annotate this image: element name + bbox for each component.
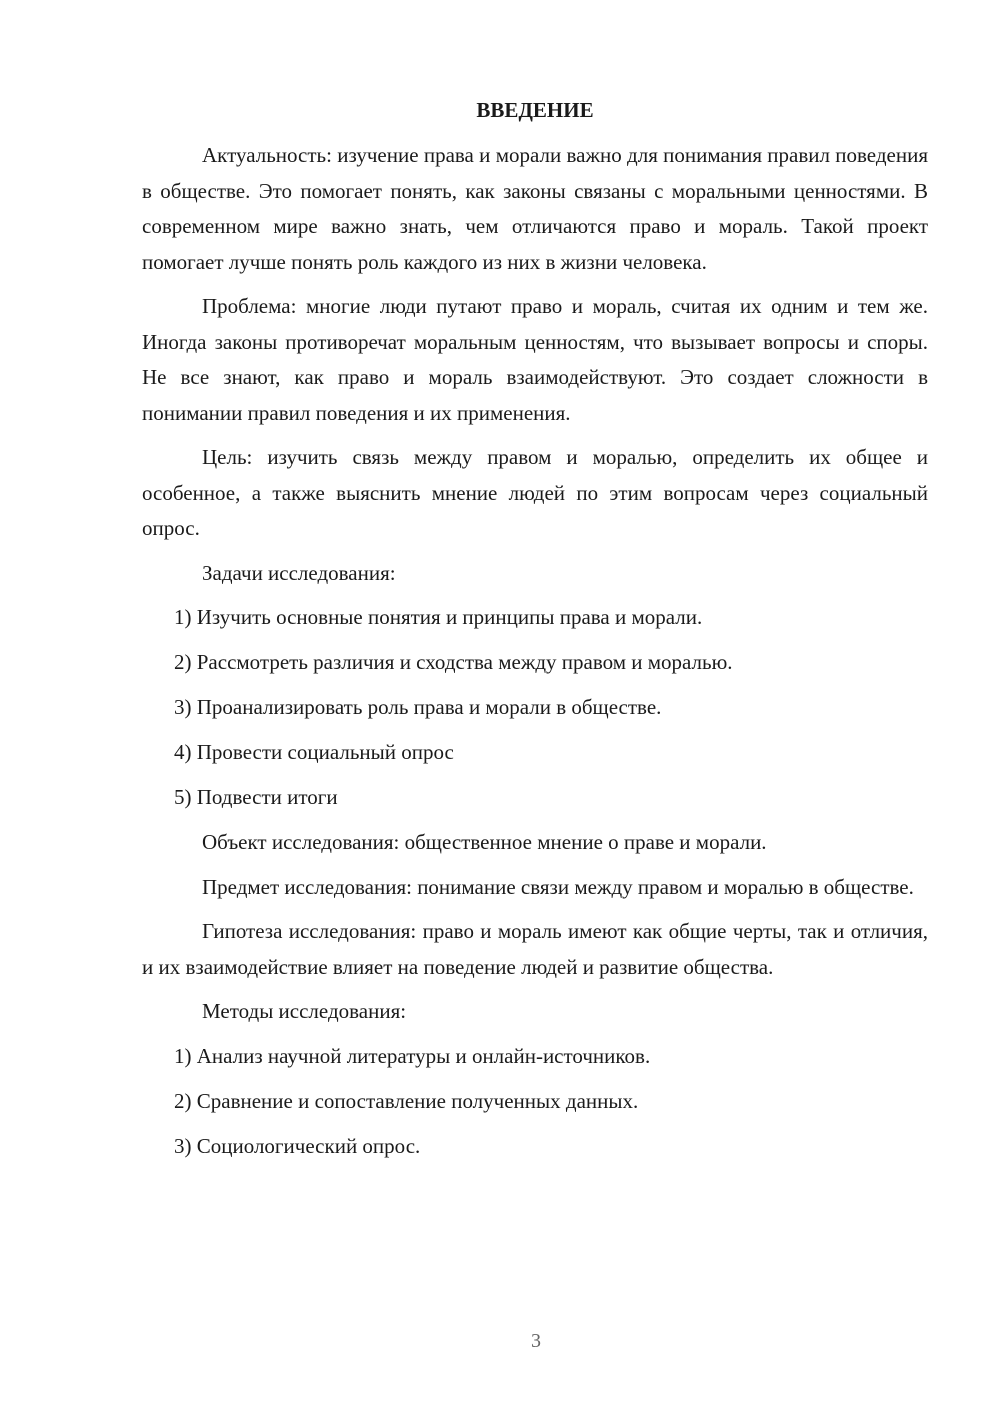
object-paragraph: Объект исследования: общественное мнение о праве и морали. xyxy=(202,830,767,854)
page-number: 3 xyxy=(531,1330,541,1352)
list-item: 5) Подвести итоги xyxy=(174,785,338,809)
problem-paragraph: Проблема: многие люди путают право и мораль, считая их одним и тем же. Иногда законы противоречат моральным ценностям, что вызывает вопросы и споры. Не все знают, как право и мораль взаимодействуют. Это создает сложности в понимании правил поведения и их применения. xyxy=(142,294,928,425)
list-item: 3) Социологический опрос. xyxy=(174,1133,421,1158)
list-item: 4) Провести социальный опрос xyxy=(174,740,454,764)
methods-heading: Методы исследования: xyxy=(202,999,407,1023)
relevance-paragraph: Актуальность: изучение права и морали важно для понимания правил поведения в обществе. Это помогает понять, как законы связаны с моральными ценностями. В современном мире важно знать, чем отличаются право и мораль. Такой проект помогает лучше понять роль каждого из них в жизни человека. xyxy=(142,143,928,274)
hypothesis-paragraph: Гипотеза исследования: право и мораль имеют как общие черты, так и отличия, и их взаимодействие влияет на поведение людей и развитие общества. xyxy=(142,919,928,979)
list-item: 2) Рассмотреть различия и сходства между правом и моралью. xyxy=(174,650,733,674)
tasks-list xyxy=(142,600,928,816)
list-item: 3) Проанализировать роль права и морали в обществе. xyxy=(174,695,662,719)
tasks-heading: Задачи исследования: xyxy=(202,560,396,585)
goal-paragraph: Цель: изучить связь между правом и моралью, определить их общее и особенное, а также выяснить мнение людей по этим вопросам через социальный опрос. xyxy=(142,445,928,540)
list-item: 1) Изучить основные понятия и принципы права и морали. xyxy=(174,605,703,629)
methods-list xyxy=(142,1039,928,1165)
list-item: 2) Сравнение и сопоставление полученных данных. xyxy=(174,1088,639,1113)
document-page xyxy=(142,90,928,1174)
page-title: ВВЕДЕНИЕ xyxy=(476,98,594,122)
list-item: 1) Анализ научной литературы и онлайн-источников. xyxy=(174,1043,651,1068)
subject-paragraph: Предмет исследования: понимание связи между правом и моралью в обществе. xyxy=(202,874,914,899)
